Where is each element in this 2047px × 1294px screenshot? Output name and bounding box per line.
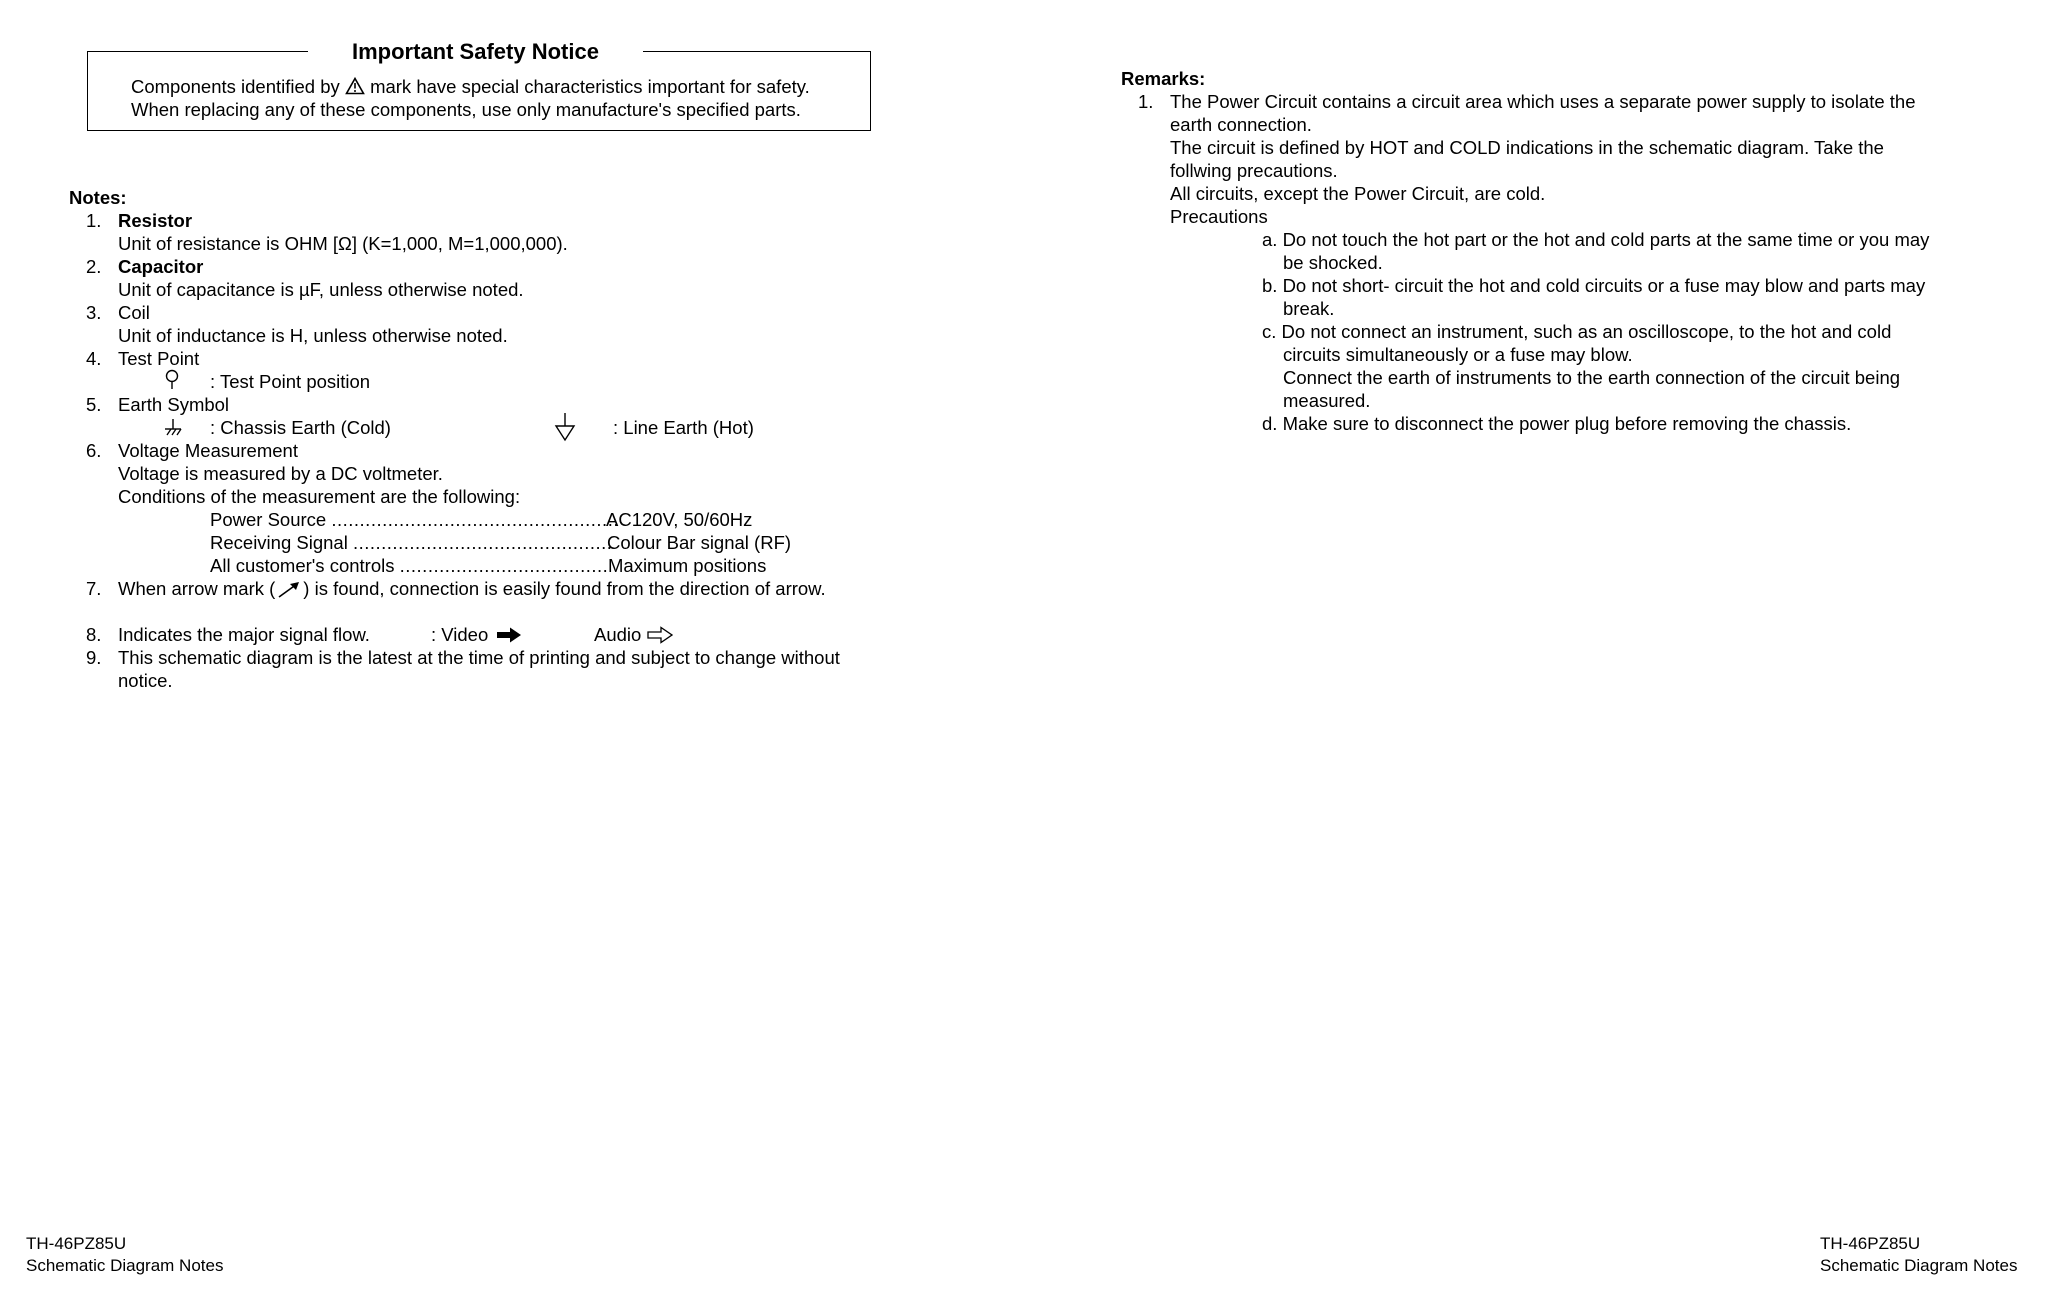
note-3-title: Coil xyxy=(118,302,150,323)
footer-title: Schematic Diagram Notes xyxy=(26,1256,224,1275)
measurement-label: Receiving Signal xyxy=(210,532,353,553)
footer-right xyxy=(1820,1233,2017,1277)
precaution-b-cont: break. xyxy=(1283,298,1335,319)
precaution-b: b. Do not short- circuit the hot and cold circuits or a fuse may blow and parts may xyxy=(1262,275,1926,296)
note-1-title: Resistor xyxy=(118,210,193,231)
footer-title: Schematic Diagram Notes xyxy=(1820,1256,2018,1275)
chassis-earth-label: : Chassis Earth (Cold) xyxy=(210,417,391,438)
measurement-value: AC120V, 50/60Hz xyxy=(606,509,753,530)
remark-line: follwing precautions. xyxy=(1170,160,1338,181)
note-7-number: 7. xyxy=(86,578,102,599)
note-6-number: 6. xyxy=(86,440,102,461)
note-6-title: Voltage Measurement xyxy=(118,440,298,461)
line-earth-icon xyxy=(554,412,576,444)
safety-line-1 xyxy=(131,75,810,98)
remark-line: The circuit is defined by HOT and COLD indications in the schematic diagram. Take the xyxy=(1170,137,1884,158)
note-1-number: 1. xyxy=(86,210,102,231)
footer-model: TH-46PZ85U xyxy=(26,1234,127,1253)
precaution-c: c. Do not connect an instrument, such as an oscilloscope, to the hot and cold xyxy=(1262,321,1892,342)
video-arrow-icon xyxy=(496,626,522,644)
footer-model: TH-46PZ85U xyxy=(1820,1234,1921,1253)
precaution-a: a. Do not touch the hot part or the hot and cold parts at the same time or you may xyxy=(1262,229,1930,250)
measurement-value: Maximum positions xyxy=(608,555,767,576)
note-5-number: 5. xyxy=(86,394,102,415)
note-7-text xyxy=(118,577,826,600)
note-6-text-2: Conditions of the measurement are the following: xyxy=(118,486,521,507)
note-7-pre: When arrow mark ( xyxy=(118,578,276,599)
remark-line: earth connection. xyxy=(1170,114,1312,135)
warning-triangle-icon xyxy=(345,77,365,95)
note-6-text-1: Voltage is measured by a DC voltmeter. xyxy=(118,463,443,484)
note-4-number: 4. xyxy=(86,348,102,369)
remark-line: The Power Circuit contains a circuit area which uses a separate power supply to isolate the xyxy=(1170,91,1916,112)
note-9-number: 9. xyxy=(86,647,102,668)
measurement-dots: ................................................... xyxy=(331,509,619,530)
notes-heading: Notes: xyxy=(69,187,127,208)
note-4-title: Test Point xyxy=(118,348,200,369)
precaution-d: d. Make sure to disconnect the power plug before removing the chassis. xyxy=(1262,413,1852,434)
measurement-dots: .............................................. xyxy=(352,532,613,553)
safety-line-1-post: mark have special characteristics important for safety. xyxy=(370,76,810,97)
safety-notice-title: Important Safety Notice xyxy=(308,38,643,66)
safety-line-1-pre: Components identified by xyxy=(131,76,340,97)
precaution-a-cont: be shocked. xyxy=(1283,252,1383,273)
note-2-text: Unit of capacitance is µF, unless otherwise noted. xyxy=(118,279,524,300)
connection-arrow-icon xyxy=(275,580,303,600)
safety-line-2: When replacing any of these components, use only manufacture's specified parts. xyxy=(131,99,801,120)
note-8-text: Indicates the major signal flow. xyxy=(118,624,370,645)
line-earth-label: : Line Earth (Hot) xyxy=(613,417,754,438)
note-3-text: Unit of inductance is H, unless otherwise noted. xyxy=(118,325,508,346)
test-point-icon xyxy=(163,369,181,391)
footer-left xyxy=(26,1233,223,1277)
note-8-number: 8. xyxy=(86,624,102,645)
note-9-line-1: This schematic diagram is the latest at the time of printing and subject to change without xyxy=(118,647,840,668)
precaution-c-cont: Connect the earth of instruments to the earth connection of the circuit being xyxy=(1283,367,1901,388)
note-9-line-2: notice. xyxy=(118,670,173,691)
note-2-number: 2. xyxy=(86,256,102,277)
note-2-title: Capacitor xyxy=(118,256,204,277)
measurement-dots: ..................................... xyxy=(399,555,609,576)
note-7-post: ) is found, connection is easily found from the direction of arrow. xyxy=(303,578,826,599)
remark-line: All circuits, except the Power Circuit, are cold. xyxy=(1170,183,1546,204)
remarks-heading: Remarks: xyxy=(1121,68,1206,89)
precaution-c-cont: circuits simultaneously or a fuse may blow. xyxy=(1283,344,1633,365)
note-3-number: 3. xyxy=(86,302,102,323)
measurement-label: All customer's controls xyxy=(210,555,400,576)
note-4-text: : Test Point position xyxy=(210,371,371,392)
note-1-text: Unit of resistance is OHM [Ω] (K=1,000, M=1,000,000). xyxy=(118,233,568,254)
measurement-label: Power Source xyxy=(210,509,332,530)
note-5-title: Earth Symbol xyxy=(118,394,230,415)
remark-1-number: 1. xyxy=(1138,91,1154,112)
chassis-earth-icon xyxy=(162,417,184,439)
audio-label: Audio xyxy=(594,624,642,645)
precautions-heading: Precautions xyxy=(1170,206,1268,227)
video-label: : Video xyxy=(431,624,489,645)
measurement-row xyxy=(210,531,612,554)
audio-arrow-icon xyxy=(647,626,673,644)
measurement-row xyxy=(210,508,619,531)
measurement-row xyxy=(210,554,608,577)
measurement-value: Colour Bar signal (RF) xyxy=(607,532,792,553)
precaution-c-cont: measured. xyxy=(1283,390,1371,411)
